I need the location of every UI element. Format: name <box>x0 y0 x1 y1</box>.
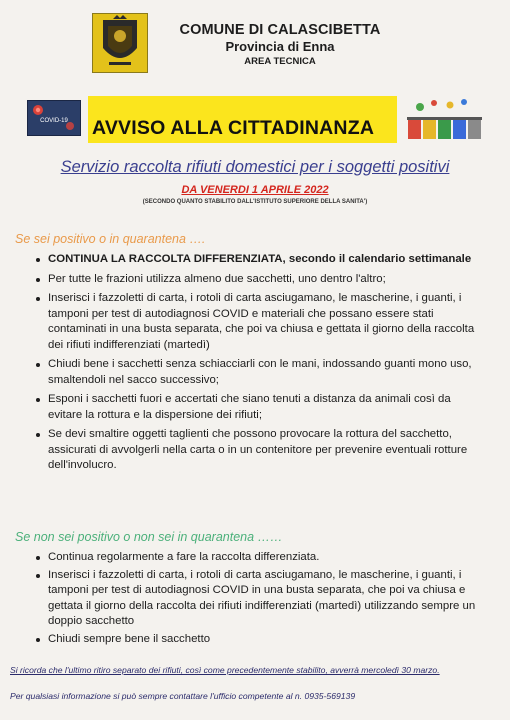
list-item: Inserisci i fazzoletti di carta, i rotoli di carta asciugamano, le mascherine, i guanti, i tamponi per test di autodiagnosi COVID in una busta separata, che poi va chiusa e gettata il giorno della raccolta dei rifiuti indifferenziati (martedì) utilizzando sempre un doppio sacchetto <box>32 568 487 630</box>
footer-reminder: Si ricorda che l'ultimo ritiro separato dei rifiuti, così come precedentemente stabilito, avverrà mercoledì 30 marzo. <box>10 665 440 675</box>
list-item: Inserisci i fazzoletti di carta, i rotoli di carta asciugamano, le mascherine, i guanti, i tamponi per test di autodiagnosi COVID e materiali che possano essere stati contaminati in una busta separata, che poi va chiusa e gettata il giorno della raccolta dei rifiuti indifferenziati (martedì) <box>32 291 487 353</box>
province-name: Provincia di Enna <box>225 39 335 54</box>
recycling-bins-icon <box>404 97 484 143</box>
negative-instructions-list <box>32 550 487 649</box>
list-item: Chiudi bene i sacchetti senza schiacciarli con le mani, indossando guanti mono uso, smaltendoli nel sacco successivo; <box>32 357 487 388</box>
notice-title: AVVISO ALLA CITTADINANZA <box>92 117 375 139</box>
positive-instructions-list <box>32 252 487 478</box>
list-item: CONTINUA LA RACCOLTA DIFFERENZIATA, secondo il calendario settimanale <box>32 252 487 268</box>
section-positive-heading: Se sei positivo o in quarantena …. <box>15 232 206 246</box>
list-item: Per tutte le frazioni utilizza almeno due sacchetti, uno dentro l'altro; <box>32 272 487 288</box>
authority-note: (SECONDO QUANTO STABILITO DALL'ISTITUTO SUPERIORE DELLA SANITA') <box>142 199 368 205</box>
municipality-name: COMUNE DI CALASCIBETTA <box>179 22 381 38</box>
municipal-crest-icon <box>92 13 148 73</box>
covid-badge-text: COVID-19 <box>40 118 68 124</box>
start-date: DA VENERDI 1 APRILE 2022 <box>181 184 329 196</box>
section-negative-heading: Se non sei positivo o non sei in quarantena …… <box>15 530 283 544</box>
list-item: Esponi i sacchetti fuori e accertati che siano tenuti a distanza da animali così da evitare la rottura e la dispersione dei rifiuti; <box>32 392 487 423</box>
list-item: Continua regolarmente a fare la raccolta differenziata. <box>32 550 487 566</box>
footer-contact: Per qualsiasi informazione si può sempre contattare l'ufficio competente al n. 0935-569139 <box>10 691 356 701</box>
municipality-header <box>150 22 410 67</box>
list-item: Chiudi sempre bene il sacchetto <box>32 632 487 648</box>
service-title: Servizio raccolta rifiuti domestici per i soggetti positivi <box>60 158 450 176</box>
department-name: AREA TECNICA <box>244 56 316 67</box>
covid-virus-icon <box>27 100 81 136</box>
list-item: Se devi smaltire oggetti taglienti che possono provocare la rottura del sacchetto, assicurati di avvolgerli nella carta o in un contenitore per prevenire eventuali rotture dell'involucro. <box>32 427 487 474</box>
